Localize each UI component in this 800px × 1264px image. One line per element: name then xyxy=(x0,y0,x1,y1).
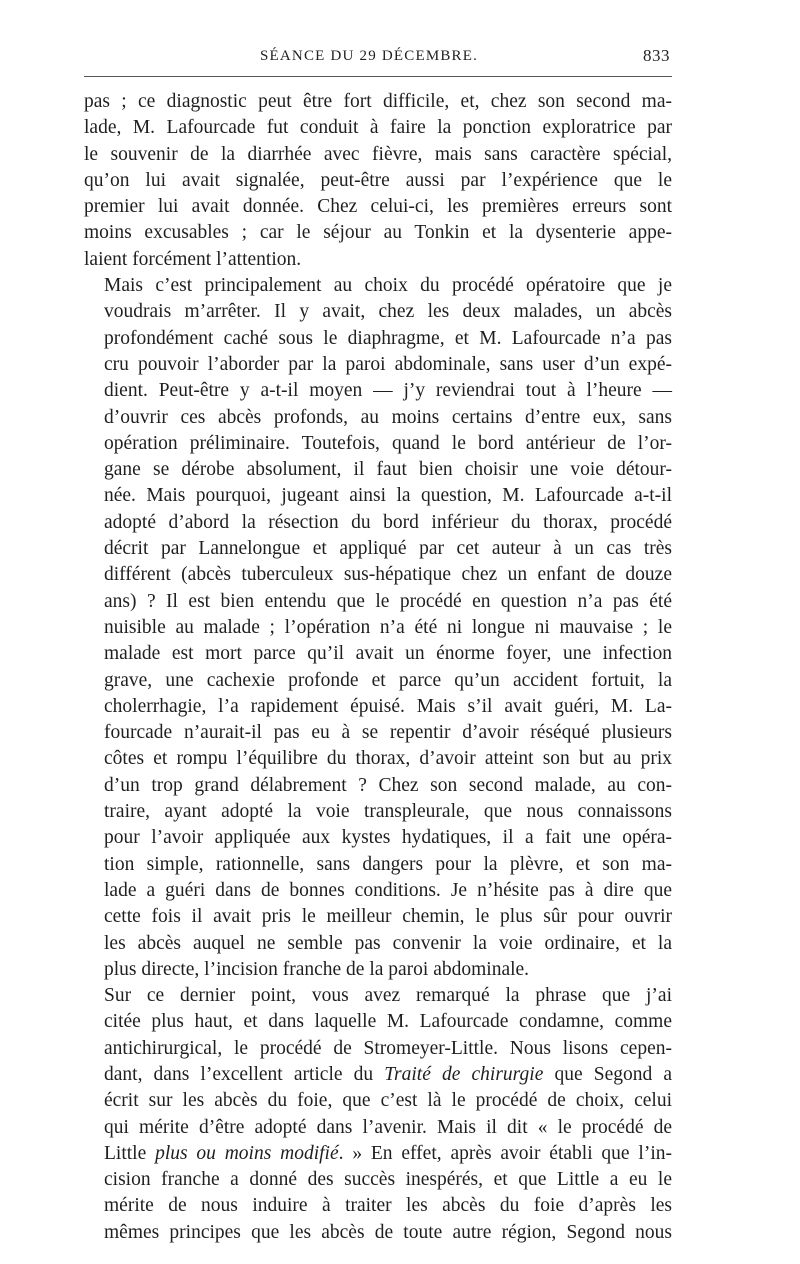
text-line: pour l’avoir appliquée aux kystes hydatiques, il a fait une opéra- xyxy=(104,827,672,849)
text-line: d’un trop grand délabrement ? Chez son second malade, au con- xyxy=(104,774,672,796)
text-line: Sur ce dernier point, vous avez remarqué la phrase que j’ai xyxy=(104,985,672,1007)
text-line: mérite de nous induire à traiter les abcès du foie d’après les xyxy=(104,1195,672,1217)
text-line: cision franche a donné des succès inespérés, et que Little a eu le xyxy=(104,1169,672,1191)
text-line: mêmes principes que les abcès de toute autre région, Segond nous xyxy=(104,1221,672,1243)
text-line: ans) ? Il est bien entendu que le procédé en question n’a pas été xyxy=(104,590,672,612)
text-line: écrit sur les abcès du foie, que c’est là le procédé de choix, celui xyxy=(104,1090,672,1112)
text-line: fourcade n’aurait-il pas eu à se repentir d’avoir réséqué plusieurs xyxy=(104,722,672,744)
text-line: qu’on lui avait signalée, peut-être aussi par l’expérience que le xyxy=(84,169,672,191)
text-line: profondément caché sous le diaphragme, et M. Lafourcade n’a pas xyxy=(104,327,672,349)
text-line: Mais c’est principalement au choix du procédé opératoire que je xyxy=(104,275,672,297)
text-line: grave, une cachexie profonde et parce qu’un accident fortuit, la xyxy=(104,669,672,691)
text-line: cru pouvoir l’aborder par la paroi abdominale, sans user d’un expé- xyxy=(104,353,672,375)
text-line: d’ouvrir ces abcès profonds, au moins certains d’entre eux, sans xyxy=(104,406,672,428)
paragraph xyxy=(84,89,672,273)
text-line: Little plus ou moins modifié. » En effet, après avoir établi que l’in- xyxy=(104,1142,672,1164)
text-line: lade, M. Lafourcade fut conduit à faire la ponction exploratrice par xyxy=(84,117,672,139)
text-line: traire, ayant adopté la voie transpleurale, que nous connaissons xyxy=(104,801,672,823)
text-line: moins excusables ; car le séjour au Tonkin et la dysenterie appe- xyxy=(84,222,672,244)
paragraph xyxy=(84,273,672,983)
book-page xyxy=(84,40,672,1246)
text-line: voudrais m’arrêter. Il y avait, chez les deux malades, un abcès xyxy=(104,301,672,323)
text-line: pas ; ce diagnostic peut être fort difficile, et, chez son second ma- xyxy=(84,91,672,112)
running-title: SÉANCE DU 29 DÉCEMBRE. xyxy=(260,48,479,64)
text-line: née. Mais pourquoi, jugeant ainsi la question, M. Lafourcade a-t-il xyxy=(104,485,672,507)
text-line: cholerrhagie, l’a rapidement épuisé. Mais s’il avait guéri, M. La- xyxy=(104,695,672,717)
header-rule xyxy=(84,76,672,77)
text-line: plus directe, l’incision franche de la paroi abdominale. xyxy=(104,958,530,980)
text-line: lade a guéri dans de bonnes conditions. Je n’hésite pas à dire que xyxy=(104,879,672,901)
text-line: citée plus haut, et dans laquelle M. Lafourcade condamne, comme xyxy=(104,1011,672,1033)
text-line: les abcès auquel ne semble pas convenir la voie ordinaire, et la xyxy=(104,932,672,954)
body-text xyxy=(84,89,672,1246)
text-line: dient. Peut-être y a-t-il moyen — j’y reviendrai tout à l’heure — xyxy=(104,380,672,402)
text-line: cette fois il avait pris le meilleur chemin, le plus sûr pour ouvrir xyxy=(104,906,672,928)
text-line: côtes et rompu l’équilibre du thorax, d’avoir atteint son but au prix xyxy=(104,748,672,770)
text-line: différent (abcès tuberculeux sus-hépatique chez un enfant de douze xyxy=(104,564,672,586)
page-number: 833 xyxy=(643,46,670,65)
text-line: dant, dans l’excellent article du Traité de chirurgie que Segond a xyxy=(104,1063,672,1085)
text-line: adopté d’abord la résection du bord inférieur du thorax, procédé xyxy=(104,511,672,533)
text-line: gane se dérobe absolument, il faut bien choisir une voie détour- xyxy=(104,459,672,481)
italic-title: Traité de chirurgie xyxy=(384,1063,544,1085)
text-line: décrit par Lannelongue et appliqué par cet auteur à un cas très xyxy=(104,538,672,560)
text-line: tion simple, rationnelle, sans dangers pour la plèvre, et son ma- xyxy=(104,853,672,875)
text-line: qui mérite d’être adopté dans l’avenir. Mais il dit « le procédé de xyxy=(104,1116,672,1138)
text-line: laient forcément l’attention. xyxy=(84,248,302,270)
text-line: premier lui avait donnée. Chez celui-ci, les premières erreurs sont xyxy=(84,196,672,218)
text-line: antichirurgical, le procédé de Stromeyer-Little. Nous lisons cepen- xyxy=(104,1037,672,1059)
text-line: malade est mort parce qu’il avait un énorme foyer, une infection xyxy=(104,643,672,665)
text-line: le souvenir de la diarrhée avec fièvre, mais sans caractère spécial, xyxy=(84,143,672,165)
text-line: nuisible au malade ; l’opération n’a été ni longue ni mauvaise ; le xyxy=(104,616,672,638)
italic-title: plus ou moins modifié xyxy=(155,1142,339,1164)
paragraph xyxy=(84,983,672,1246)
running-header xyxy=(84,40,672,76)
text-line: opération préliminaire. Toutefois, quand le bord antérieur de l’or- xyxy=(104,432,672,454)
